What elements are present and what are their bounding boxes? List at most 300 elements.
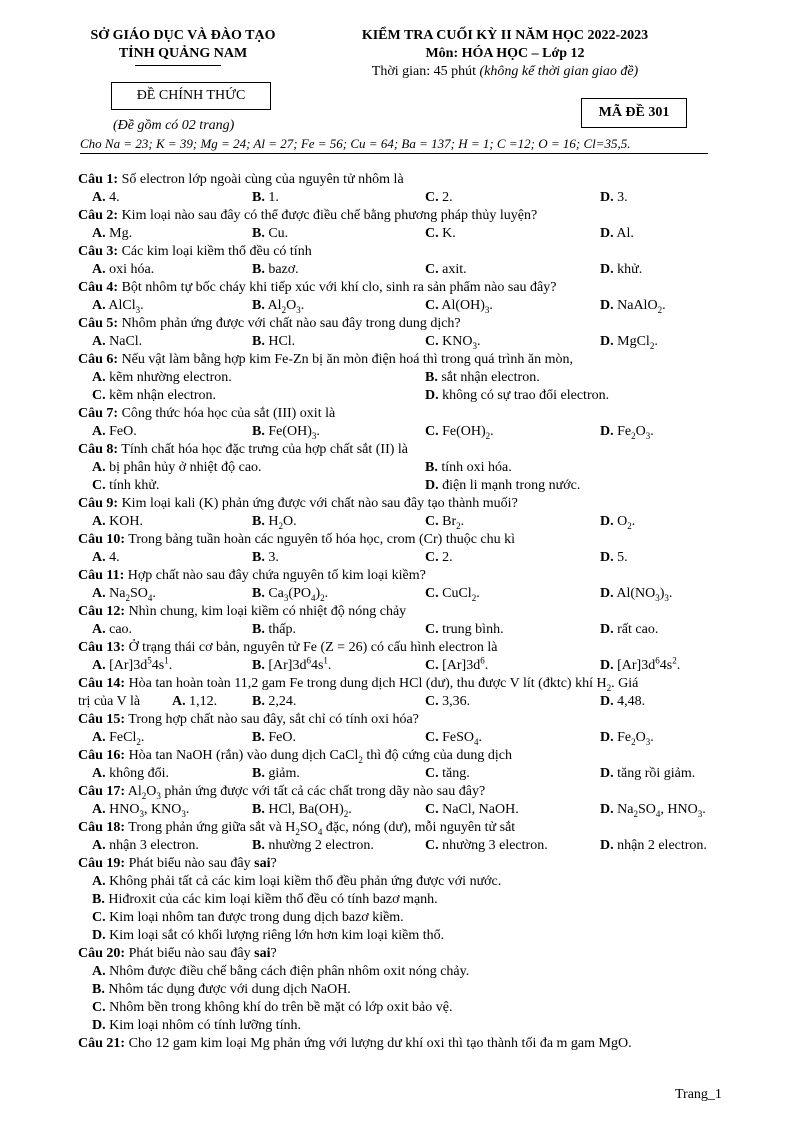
option-letter: B. [252, 262, 265, 277]
answer-option [600, 801, 706, 819]
question-stem [78, 441, 728, 459]
option-text: thấp. [264, 622, 296, 637]
options-row [78, 225, 728, 243]
answer-option [92, 297, 144, 315]
option-text: 2. [438, 190, 453, 205]
option-letter: C. [92, 478, 106, 493]
answer-option [425, 693, 470, 711]
answer-option [252, 513, 297, 531]
option-text: không có sự trao đổi electron. [438, 388, 610, 403]
header-divider [80, 153, 708, 154]
options-row [78, 801, 728, 819]
question-text: Bột nhôm tự bốc cháy khi tiếp xúc với khí clo, sinh ra sản phẩm nào sau đây? [118, 280, 557, 295]
answer-option [600, 765, 695, 783]
question-stem [78, 171, 728, 189]
option-text: FeSO$_4$. [438, 730, 483, 747]
option-letter: A. [92, 622, 106, 637]
answer-option [600, 729, 654, 747]
option-text: HCl. [264, 334, 296, 349]
option-text: Kim loại sắt có khối lượng riêng lớn hơn kim loại kiềm thổ. [105, 928, 445, 943]
option-letter: D. [600, 730, 614, 745]
option-letter: C. [425, 334, 439, 349]
option-letter: A. [92, 298, 106, 313]
answer-option [252, 261, 299, 279]
option-letter: A. [92, 424, 106, 439]
answer-option [252, 297, 304, 315]
question-item [78, 945, 728, 1035]
option-letter: D. [600, 838, 614, 853]
question-stem [78, 819, 728, 837]
answer-option [172, 693, 217, 711]
question-text: Ở trạng thái cơ bản, nguyên tử Fe (Z = 26) có cấu hình electron là [125, 640, 498, 655]
question-text: Tính chất hóa học đặc trưng của hợp chất sắt (II) là [118, 442, 409, 457]
subject-line: Môn: HÓA HỌC – Lớp 12 [425, 46, 585, 61]
answer-option [425, 765, 470, 783]
option-letter: A. [92, 586, 106, 601]
question-item [78, 351, 728, 405]
question-text: Hợp chất nào sau đây chứa nguyên tố kim loại kiềm? [124, 568, 426, 583]
question-number: Câu 1: [78, 172, 119, 187]
question-item [78, 747, 728, 783]
options-row [78, 621, 728, 639]
question-text: Hòa tan hoàn toàn 11,2 gam Fe trong dung dịch HCl (dư), thu được V lít (đktc) khí $H_2$. Giá [125, 676, 639, 693]
question-number: Câu 10: [78, 532, 126, 547]
option-letter: D. [600, 334, 614, 349]
question-text: Trong hợp chất nào sau đây, sắt chỉ có tính oxi hóa? [125, 712, 419, 727]
option-text: trung bình. [438, 622, 504, 637]
question-number: Câu 18: [78, 820, 126, 835]
answer-option [425, 369, 540, 387]
answer-option [252, 801, 352, 819]
answer-option [92, 369, 232, 387]
option-letter: B. [252, 424, 265, 439]
answer-option [600, 693, 645, 711]
question-number: Câu 14: [78, 676, 126, 691]
option-letter: A. [92, 658, 106, 673]
option-text: khử. [613, 262, 643, 277]
question-number: Câu 5: [78, 316, 119, 331]
option-letter: C. [425, 730, 439, 745]
option-letter: C. [425, 226, 439, 241]
option-text: tính khử. [105, 478, 160, 493]
answer-option [92, 981, 351, 999]
answer-option [252, 189, 279, 207]
option-letter: B. [425, 370, 438, 385]
answer-option [92, 729, 144, 747]
answer-option [425, 387, 609, 405]
answer-option [600, 333, 658, 351]
options-row [78, 909, 728, 927]
option-letter: D. [425, 478, 439, 493]
answer-option [425, 459, 512, 477]
answer-option [425, 549, 453, 567]
option-letter: D. [600, 514, 614, 529]
options-row [78, 459, 728, 477]
option-text: 1. [264, 190, 279, 205]
option-text: rất cao. [613, 622, 659, 637]
option-letter: A. [92, 766, 106, 781]
option-text: AlCl$_3$. [105, 298, 144, 315]
answer-option [600, 225, 634, 243]
option-text: $Al(OH)_3$. [438, 298, 493, 315]
option-letter: A. [92, 730, 106, 745]
exam-code: MÃ ĐỀ 301 [598, 105, 670, 120]
answer-option [92, 387, 216, 405]
question-text: Số electron lớp ngoài cùng của nguyên tử nhôm là [118, 172, 404, 187]
option-letter: B. [252, 226, 265, 241]
question-number: Câu 7: [78, 406, 119, 421]
option-letter: D. [92, 1018, 106, 1033]
option-text: $Na_2SO_4$. [105, 586, 156, 603]
question-text: Kim loại nào sau đây có thể được điều chế bằng phương pháp thủy luyện? [118, 208, 538, 223]
question-number: Câu 4: [78, 280, 119, 295]
answer-option [425, 261, 467, 279]
option-text: nhận 2 electron. [613, 838, 707, 853]
option-text: 2. [438, 550, 453, 565]
option-letter: B. [252, 802, 265, 817]
question-text: $Al_2O_3$ phản ứng được với tất cả các chất trong dãy nào sau đây? [125, 784, 486, 801]
option-text: 2,24. [264, 694, 297, 709]
options-row [78, 423, 728, 441]
answer-option [92, 585, 156, 603]
answer-option [92, 999, 452, 1017]
question-number: Câu 15: [78, 712, 126, 727]
option-text: Kim loại nhôm tan được trong dung dịch bazơ kiềm. [105, 910, 404, 925]
question-text-continued: trị của V là [78, 694, 141, 709]
option-letter: A. [92, 190, 106, 205]
option-letter: A. [92, 262, 106, 277]
option-letter: C. [425, 694, 439, 709]
answer-option [600, 189, 628, 207]
option-text: KOH. [105, 514, 143, 529]
option-text: $[Ar]3d^64s^1$. [264, 655, 332, 673]
question-item [78, 783, 728, 819]
option-letter: D. [600, 766, 614, 781]
question-stem [78, 279, 728, 297]
options-row [78, 513, 728, 531]
options-row [78, 333, 728, 351]
option-text: NaCl, NaOH. [438, 802, 519, 817]
answer-option [252, 333, 295, 351]
answer-option [92, 477, 160, 495]
question-number: Câu 6: [78, 352, 119, 367]
option-text: 3. [264, 550, 279, 565]
option-text: Nhôm bền trong không khí do trên bề mặt có lớp oxit bảo vệ. [105, 1000, 453, 1015]
option-letter: D. [600, 622, 614, 637]
official-exam-box [111, 82, 271, 110]
option-letter: B. [92, 892, 105, 907]
question-stem [78, 747, 728, 765]
question-item [78, 243, 728, 279]
question-stem [78, 405, 728, 423]
question-number: Câu 3: [78, 244, 119, 259]
option-letter: B. [252, 730, 265, 745]
answer-option [92, 801, 189, 819]
question-number: Câu 2: [78, 208, 119, 223]
option-letter: B. [252, 838, 265, 853]
answer-option [425, 477, 580, 495]
option-letter: B. [252, 622, 265, 637]
option-text: cao. [105, 622, 133, 637]
answer-option [252, 657, 331, 675]
question-item [78, 639, 728, 675]
page-number: Trang_1 [675, 1087, 722, 1102]
options-row [78, 891, 728, 909]
option-letter: A. [92, 964, 106, 979]
exam-code-box [581, 98, 687, 128]
answer-option [252, 693, 296, 711]
option-text: 4. [105, 190, 120, 205]
option-letter: C. [425, 586, 439, 601]
answer-option [92, 261, 154, 279]
option-letter: A. [92, 370, 106, 385]
answer-option [600, 585, 672, 603]
option-text: $Fe_2O_3$. [613, 730, 654, 747]
option-letter: C. [92, 910, 106, 925]
question-stem [78, 1035, 728, 1053]
option-text: FeO. [264, 730, 296, 745]
option-text: không đổi. [105, 766, 170, 781]
option-letter: C. [425, 298, 439, 313]
option-text: $Al(NO_3)_3$. [613, 586, 673, 603]
question-text: Kim loại kali (K) phản ứng được với chất nào sau đây tạo thành muối? [118, 496, 518, 511]
option-letter: D. [600, 262, 614, 277]
answer-option [92, 513, 143, 531]
question-stem [78, 531, 728, 549]
question-stem [78, 207, 728, 225]
option-letter: D. [600, 802, 614, 817]
options-row [78, 585, 728, 603]
option-text: $Fe(OH)_2$. [438, 424, 494, 441]
option-text: CuCl$_2$. [438, 586, 480, 603]
option-text: bị phân hủy ở nhiệt độ cao. [105, 460, 262, 475]
option-text: Nhôm tác dụng được với dung dịch NaOH. [104, 982, 351, 997]
option-letter: D. [600, 550, 614, 565]
answer-option [425, 513, 464, 531]
question-text: Công thức hóa học của sắt (III) oxit là [118, 406, 336, 421]
answer-option [600, 621, 658, 639]
question-item [78, 675, 728, 711]
option-text: $Fe(OH)_3$. [264, 424, 320, 441]
options-row [78, 729, 728, 747]
option-text: axit. [438, 262, 467, 277]
question-text: Nhôm phản ứng được với chất nào sau đây trong dung dịch? [118, 316, 461, 331]
option-letter: C. [425, 802, 439, 817]
option-letter: A. [92, 550, 106, 565]
question-number: Câu 21: [78, 1036, 126, 1051]
question-stem [78, 945, 728, 963]
option-letter: D. [600, 694, 614, 709]
question-number: Câu 9: [78, 496, 119, 511]
question-number: Câu 17: [78, 784, 126, 799]
options-row [78, 261, 728, 279]
option-letter: C. [425, 658, 439, 673]
option-text: Nhôm được điều chế bằng cách điện phân nhôm oxit nóng chảy. [105, 964, 470, 979]
question-stem [78, 567, 728, 585]
options-row [78, 981, 728, 999]
option-text: MgCl$_2$. [613, 334, 658, 351]
options-row [78, 657, 728, 675]
option-text: tính oxi hóa. [437, 460, 512, 475]
answer-option [92, 891, 438, 909]
answer-option [92, 909, 404, 927]
question-number: Câu 16: [78, 748, 126, 763]
question-text: Các kim loại kiềm thổ đều có tính [118, 244, 312, 259]
answer-option [252, 225, 288, 243]
option-letter: C. [425, 424, 439, 439]
answer-option [425, 225, 456, 243]
option-letter: C. [425, 514, 439, 529]
option-text: NaCl. [105, 334, 143, 349]
option-letter: D. [600, 190, 614, 205]
option-letter: D. [600, 658, 614, 673]
options-row [78, 189, 728, 207]
option-letter: A. [92, 226, 106, 241]
option-text: Kim loại nhôm có tính lưỡng tính. [105, 1018, 302, 1033]
question-text: Nếu vật làm bằng hợp kim Fe-Zn bị ăn mòn điện hoá thì trong quá trình ăn mòn, [118, 352, 573, 367]
answer-option [252, 765, 300, 783]
option-text: $KNO_3$. [438, 334, 481, 351]
question-text: Phát biểu nào sau đây sai? [125, 946, 277, 961]
atomic-masses: Cho Na = 23; K = 39; Mg = 24; Al = 27; Fe = 56; Cu = 64; Ba = 137; H = 1; C =12; O = 16; Cl=35,5. [80, 136, 631, 151]
option-text: Al. [613, 226, 634, 241]
option-letter: B. [252, 190, 265, 205]
option-text: nhường 2 electron. [264, 838, 374, 853]
options-row [78, 1017, 728, 1035]
answer-option [92, 549, 120, 567]
option-text: $Na_2SO_4$, $HNO_3$. [613, 802, 706, 819]
option-letter: D. [600, 586, 614, 601]
department-name: SỞ GIÁO DỤC VÀ ĐÀO TẠO [90, 28, 276, 43]
option-text: $O_2$. [613, 514, 636, 531]
option-letter: B. [252, 514, 265, 529]
question-item [78, 1035, 728, 1053]
option-text: tăng rồi giảm. [613, 766, 696, 781]
option-letter: C. [425, 262, 439, 277]
options-row [78, 549, 728, 567]
question-text: Nhìn chung, kim loại kiềm có nhiệt độ nóng chảy [125, 604, 407, 619]
options-row [78, 765, 728, 783]
question-number: Câu 11: [78, 568, 125, 583]
answer-option [600, 423, 654, 441]
question-text: Hòa tan NaOH (rắn) vào dung dịch CaCl$_2$ thì độ cứng của dung dịch [125, 748, 512, 765]
question-stem [78, 639, 728, 657]
option-text: kẽm nhận electron. [105, 388, 217, 403]
question-stem [78, 603, 728, 621]
question-stem [78, 495, 728, 513]
answer-option [252, 549, 279, 567]
option-letter: C. [425, 766, 439, 781]
time-line [335, 64, 675, 80]
option-text: oxi hóa. [105, 262, 155, 277]
answer-option [600, 549, 628, 567]
option-text: 3,36. [438, 694, 471, 709]
option-letter: A. [92, 460, 106, 475]
option-text: $Fe_2O_3$. [613, 424, 654, 441]
option-letter: B. [252, 298, 265, 313]
option-text: Mg. [105, 226, 133, 241]
answer-option [92, 657, 172, 675]
time-note: (không kể thời gian giao đề) [479, 64, 639, 79]
question-text: Cho 12 gam kim loại Mg phản ứng với lượng dư khí oxi thì tạo thành tối đa m gam MgO. [125, 1036, 632, 1051]
question-number: Câu 8: [78, 442, 119, 457]
answer-option [600, 297, 666, 315]
option-letter: D. [92, 928, 106, 943]
option-text: $HNO_3$, $KNO_3$. [105, 802, 190, 819]
option-letter: A. [92, 514, 106, 529]
question-item [78, 819, 728, 855]
answer-option [92, 423, 137, 441]
option-text: Hiđroxit của các kim loại kiềm thổ đều có tính bazơ mạnh. [104, 892, 438, 907]
question-number: Câu 13: [78, 640, 126, 655]
option-text: $H_2O$. [264, 514, 297, 531]
question-item [78, 315, 728, 351]
option-letter: A. [92, 334, 106, 349]
answer-option [92, 1017, 301, 1035]
option-letter: B. [92, 982, 105, 997]
question-item [78, 405, 728, 441]
option-text: Không phải tất cả các kim loại kiềm thổ đều phản ứng được với nước. [105, 874, 502, 889]
option-letter: C. [425, 622, 439, 637]
answer-option [252, 585, 328, 603]
option-text: K. [438, 226, 456, 241]
answer-option [252, 423, 320, 441]
option-letter: C. [425, 838, 439, 853]
question-text: Trong bảng tuần hoàn các nguyên tố hóa học, crom (Cr) thuộc chu kì [125, 532, 516, 547]
answer-option [92, 459, 262, 477]
question-list [78, 171, 728, 1053]
province-underline [135, 65, 221, 66]
options-row [78, 387, 728, 405]
option-text: sắt nhận electron. [437, 370, 540, 385]
option-letter: B. [252, 766, 265, 781]
pages-note: (Đề gồm có 02 trang) [113, 118, 235, 133]
options-row [78, 297, 728, 315]
options-row [78, 477, 728, 495]
option-text: Cu. [264, 226, 289, 241]
options-row [78, 369, 728, 387]
answer-option [600, 837, 707, 855]
option-text: $[Ar]3d^54s^1$. [105, 655, 173, 673]
answer-option [92, 189, 120, 207]
options-row [78, 873, 728, 891]
question-stem [78, 675, 728, 693]
option-text: $[Ar]3d^6$. [438, 655, 489, 673]
question-stem [78, 711, 728, 729]
province-name: TỈNH QUẢNG NAM [118, 46, 248, 61]
option-letter: D. [425, 388, 439, 403]
question-number: Câu 20: [78, 946, 126, 961]
option-letter: A. [92, 874, 106, 889]
option-letter: C. [425, 190, 439, 205]
option-text: tăng. [438, 766, 470, 781]
question-number: Câu 12: [78, 604, 126, 619]
question-item [78, 711, 728, 747]
option-text: $Br_2$. [438, 514, 465, 531]
question-number: Câu 19: [78, 856, 126, 871]
option-text: nhận 3 electron. [105, 838, 199, 853]
answer-option [425, 801, 519, 819]
answer-option [92, 963, 469, 981]
option-text: 4,48. [613, 694, 646, 709]
answer-option [425, 333, 480, 351]
option-letter: B. [252, 694, 265, 709]
option-letter: B. [252, 658, 265, 673]
option-text: 1,12. [185, 694, 218, 709]
answer-option [92, 873, 501, 891]
option-text: bazơ. [264, 262, 299, 277]
answer-option [92, 765, 169, 783]
